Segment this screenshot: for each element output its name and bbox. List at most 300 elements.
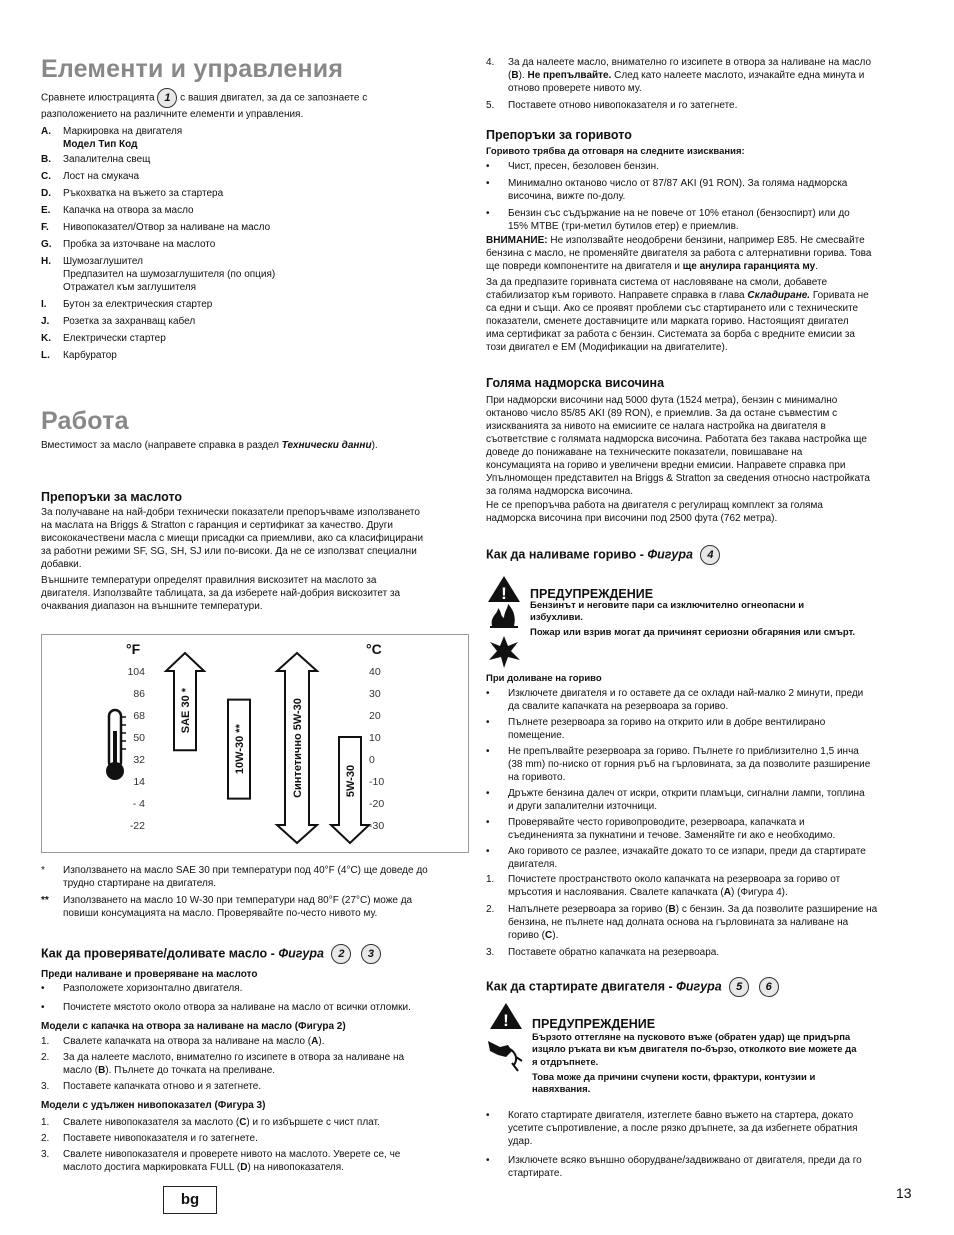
- footnote-1-line: Използването на масло SAE 30 при температури под 40°F (4°C) ще доведе до: [63, 865, 428, 876]
- fueling-heading: Как да наливаме гориво - Фигура 4: [486, 545, 720, 565]
- refuel-step: [486, 873, 914, 899]
- fahrenheit-unit: °F: [126, 641, 141, 657]
- oil-step-line-part: След като налеете маслото, изчакайте една минута и: [611, 70, 865, 81]
- altitude-p1-line: При надморски височини над 5000 фута (1524 метра), бензин с минимално: [486, 395, 838, 406]
- dipstick-step-line-part: маслото достига маркировката FULL (: [63, 1162, 241, 1173]
- refuel-step-line: [508, 886, 914, 899]
- refuel-line: Пълнете резервоара за гориво на открито или в добре вентилирано: [508, 717, 826, 728]
- list-item-body: [508, 687, 914, 713]
- control-item-label: Капачка на отвора за масло: [63, 205, 194, 216]
- step-number: 3.: [41, 1081, 50, 1092]
- start-line: Когато стартирате двигателя, изтеглете бавно въжето на стартера, докато: [508, 1110, 854, 1121]
- oil-step: [486, 56, 914, 95]
- refuel-line: съединенията за пукнатини и течове. Заменяйте ги ако е необходимо.: [508, 830, 836, 841]
- control-item: [41, 255, 467, 294]
- protection-text: Горивата не: [810, 290, 869, 301]
- control-item-label-3: Отражател към заглушителя: [63, 282, 197, 293]
- before-oil-heading: Преди наливане и проверяване на маслото: [41, 969, 258, 980]
- cap-step-line-part: A: [311, 1036, 319, 1047]
- section-title-operation: Работа: [41, 407, 129, 435]
- list-item-body: [508, 1154, 914, 1180]
- protection-line: [486, 289, 916, 302]
- figure-3-ref: 3: [361, 944, 381, 964]
- control-item-label: Карбуратор: [63, 350, 117, 361]
- control-item-body: [63, 170, 467, 183]
- fuel-requirement-line: Чист, пресен, безоловен бензин.: [508, 161, 659, 172]
- oil-step-line: За да налеете масло, внимателно го изсипете в отвора за наливане на масло: [508, 57, 872, 68]
- dipstick-step-line-part: C: [239, 1117, 247, 1128]
- step-number: 5.: [486, 100, 495, 111]
- control-item-body: [63, 298, 467, 311]
- kickback-warning-line: Бързото оттегляне на пусковото въже (обратен удар) ще придърпа: [532, 1032, 851, 1043]
- step-body: [508, 56, 914, 95]
- oil-p1-line: За получаване на най-добри технически показатели препоръчваме използването: [41, 507, 420, 518]
- high-altitude-paragraph-1: [486, 394, 916, 498]
- section-title-controls: Елементи и управления: [41, 55, 344, 83]
- bullet-icon: •: [486, 1110, 490, 1121]
- fuel-requirement-line: височина, вижте по-долу.: [508, 191, 626, 202]
- cap-step-line-part: ). Пълнете до точката на преливане.: [105, 1065, 276, 1076]
- step-number: 1.: [41, 1036, 50, 1047]
- refuel-item: [486, 687, 914, 713]
- step-number: 3.: [41, 1149, 50, 1160]
- fahrenheit-tick: 50: [133, 732, 145, 744]
- bullet-icon: •: [486, 788, 490, 799]
- altitude-p1-line: октаново число 85/85 AKI (89 RON), е приемлив. За да остане съвместим с: [486, 408, 838, 419]
- altitude-p2-line: Не се препоръчва работа на двигателя с регулиращ комплект за голяма: [486, 500, 823, 511]
- start-line: Изключете всяко външно оборудване/задвижвано от двигателя, преди да го: [508, 1155, 862, 1166]
- protection-line: има сертификат за работа с бензин. Системата за борба с вредните емисии за: [486, 329, 855, 340]
- svg-text:!: !: [501, 584, 507, 603]
- control-item: [41, 298, 467, 311]
- refuel-line: Дръжте бензина далеч от искри, открити пламъци, сигнални лампи, топлина: [508, 788, 865, 799]
- figure-6-ref: 6: [759, 977, 779, 997]
- step-body: [63, 1035, 467, 1048]
- dipstick-step: [41, 1116, 467, 1129]
- refuel-step-line-part: гориво (: [508, 930, 546, 941]
- refuel-item: [486, 845, 914, 871]
- fire-warning-text-1: [530, 600, 914, 625]
- before-oil-list: [41, 982, 467, 1014]
- step-number: 2.: [41, 1133, 50, 1144]
- celsius-tick: 0: [369, 754, 375, 766]
- control-item: [41, 332, 467, 345]
- celsius-tick: -20: [369, 798, 385, 810]
- start-engine-list: [486, 1109, 914, 1180]
- oil-footnotes: * Използването на масло SAE 30 при температури под 40°F (4°C) ще доведе до трудно стартиране на двигателя. ** Използването на масло 10 W-30 при температури над 80°F (27°C) може да повиши консумацията на масло. Проверявайте по-често нивото му.: [41, 864, 467, 920]
- high-altitude-heading: Голяма надморска височина: [486, 376, 665, 390]
- step-body: [63, 1132, 467, 1145]
- before-oil-text: Разположете хоризонтално двигателя.: [63, 983, 243, 994]
- control-item-key: G.: [41, 239, 52, 250]
- list-item-body: [63, 982, 467, 995]
- control-item-key: J.: [41, 316, 50, 327]
- dipstick-models-heading: Модели с удължен нивопоказател (Фигура 3): [41, 1100, 266, 1111]
- control-item: [41, 238, 467, 251]
- control-item-key: F.: [41, 222, 49, 233]
- celsius-tick: -30: [369, 820, 385, 832]
- control-item: [41, 315, 467, 328]
- control-item-body: [63, 187, 467, 200]
- attention-line: бензина с масло, не променяйте двигателя за работа с алтернативни горива. Това: [486, 248, 872, 259]
- fahrenheit-tick: 14: [133, 776, 145, 788]
- bullet-icon: •: [486, 846, 490, 857]
- step-body: [508, 946, 914, 959]
- refuel-line: Не препълвайте резервоара за гориво. Пълнете го приблизително 1,5 инча: [508, 746, 859, 757]
- control-item-body: [63, 238, 467, 251]
- figure-5-ref: 5: [729, 977, 749, 997]
- dipstick-step-line-part: ) на нивопоказателя.: [247, 1162, 344, 1173]
- refuel-step-line-part: ) (Фигура 4).: [731, 887, 788, 898]
- refuel-step-line-part: ) с бензин. За да позволите разширение на: [675, 904, 878, 915]
- refuel-step-line-part: Напълнете резервоара за гориво (: [508, 904, 669, 915]
- attention-line: [486, 234, 916, 247]
- step-body: [508, 99, 914, 112]
- step-number: 4.: [486, 57, 495, 68]
- cap-models-steps: [41, 1035, 467, 1093]
- attention-warranty: ще анулира гаранцията му: [682, 261, 816, 272]
- figure-4-ref: 4: [700, 545, 720, 565]
- fahrenheit-tick: 32: [133, 754, 145, 766]
- attention-line: [486, 260, 916, 273]
- bullet-icon: •: [486, 817, 490, 828]
- fuel-requirement-item: [486, 177, 914, 203]
- start-line: усетите съпротивление, а после рязко дръпнете, за да избегнете обратния: [508, 1123, 858, 1134]
- engine-id-labels: Модел Тип Код: [63, 139, 138, 150]
- fire-warning-text-2: Пожар или взрив могат да причинят сериозни обгаряния или смърт.: [530, 627, 856, 638]
- fuel-requirement-item: [486, 160, 914, 173]
- list-item-body: [508, 745, 914, 784]
- oil-step-line: [508, 69, 914, 82]
- refuel-list: [486, 687, 914, 871]
- fuel-requirements-label: Горивото трябва да отговаря на следните изисквания:: [486, 146, 745, 157]
- oil-p2-line: Външните температури определят правилния вискозитет на маслото за: [41, 575, 377, 586]
- attention-text: Не използвайте неодобрени бензини, например E85. Не смесвайте: [550, 235, 865, 246]
- viscosity-chart-svg: [42, 635, 468, 852]
- control-item-label: Маркировка на двигателя: [63, 126, 183, 137]
- control-item-label: Нивопоказател/Отвор за наливане на масло: [63, 222, 271, 233]
- bullet-icon: •: [486, 208, 490, 219]
- fuel-requirements-list: [486, 160, 914, 233]
- dipstick-step-line: Поставете нивопоказателя и го затегнете.: [63, 1133, 258, 1144]
- celsius-tick: 30: [369, 688, 381, 700]
- oil-check-heading: Как да проверявате/доливате масло - Фигура 2 3: [41, 944, 381, 964]
- control-item-body: [63, 255, 467, 294]
- refuel-step-line-part: A: [723, 887, 732, 898]
- control-item-body: [63, 332, 467, 345]
- bullet-icon: •: [486, 688, 490, 699]
- kickback-warning-line: изцяло ръката ви към двигателя по-бързо, отколкото вие можете да: [532, 1044, 857, 1056]
- step-number: 3.: [486, 947, 495, 958]
- dipstick-models-steps: [41, 1116, 467, 1174]
- protection-line: За да предпазите горивната система от насловяване на смоли, добавете: [486, 277, 828, 288]
- control-item-key: D.: [41, 188, 51, 199]
- viscosity-label-4: 5W-30: [345, 764, 357, 798]
- language-tag: bg: [163, 1186, 217, 1214]
- refuel-line: Ако горивото се разлее, изчакайте докато то се изпари, преди да стартирате: [508, 846, 866, 857]
- cap-models-heading: Модели с капачка на отвора за наливане на масло (Фигура 2): [41, 1021, 346, 1032]
- control-item-label: Запалителна свещ: [63, 154, 151, 165]
- bullet-icon: •: [486, 746, 490, 757]
- fuel-requirement-item: [486, 207, 914, 233]
- control-item-label: Розетка за захранващ кабел: [63, 316, 196, 327]
- control-item-body: [63, 221, 467, 234]
- figure-1-ref: 1: [157, 88, 177, 108]
- footnote-2-line: Използването на масло 10 W-30 при температури над 80°F (27°C) може да: [63, 895, 413, 906]
- oil-step-line: Поставете отново нивопоказателя и го затегнете.: [508, 100, 738, 111]
- before-oil-text: Почистете мястото около отвора за наливане на масло от всички отломки.: [63, 1002, 411, 1013]
- control-item: [41, 187, 467, 200]
- before-oil-item: [41, 1001, 467, 1014]
- refuel-heading: При доливане на гориво: [486, 673, 602, 684]
- kickback-warning-line: Това може да причини счупени кости, фрактури, контузии и: [532, 1072, 816, 1083]
- fuel-requirement-line: Минимално октаново число от 87/87 AKI (91 RON). За голяма надморска: [508, 178, 848, 189]
- dipstick-step-line-part: ) и го избършете с чист плат.: [246, 1117, 380, 1128]
- fire-warning-title: ПРЕДУПРЕЖДЕНИЕ: [530, 587, 654, 601]
- control-item-key: B.: [41, 154, 51, 165]
- dipstick-step-line-part: Свалете нивопоказателя за маслото (: [63, 1117, 240, 1128]
- cap-step-line-part: масло (: [63, 1065, 99, 1076]
- altitude-p1-line: изискванията за нивото на емисиите се налага настройка на двигателя в: [486, 421, 826, 432]
- oil-recommendations-heading: Препоръки за маслото: [41, 490, 183, 504]
- fahrenheit-tick: - 4: [132, 798, 145, 810]
- altitude-p1-line: доведе до понижаване на техническите показатели, повишаване на: [486, 447, 803, 458]
- control-item: [41, 125, 467, 151]
- refuel-step-line: [508, 903, 914, 916]
- high-altitude-paragraph-2: [486, 499, 916, 525]
- bullet-icon: •: [486, 161, 490, 172]
- fire-warning-icons: [486, 574, 522, 670]
- viscosity-label-3: Синтетично 5W-30: [292, 698, 304, 798]
- altitude-p1-line: съответствие с голямата надморска височина. Работата без такава настройка ще: [486, 434, 867, 445]
- step-body: [63, 1116, 467, 1129]
- refuel-line: помещение.: [508, 730, 565, 741]
- control-item: [41, 349, 467, 362]
- refuel-step-line-part: B: [668, 904, 676, 915]
- footnote-2-line: повиши консумацията на масло. Проверявайте по-често нивото му.: [63, 908, 378, 919]
- kickback-warning-text-2: [532, 1072, 914, 1097]
- refuel-step: [486, 946, 914, 959]
- control-item-label: Лост на смукача: [63, 171, 140, 182]
- refuel-line: да свалите капачката на резервоара за гориво.: [508, 701, 729, 712]
- attention-label: ВНИМАНИЕ:: [486, 235, 548, 246]
- fahrenheit-tick: 104: [127, 666, 145, 678]
- dipstick-step: [41, 1132, 467, 1145]
- refuel-line: на горивото.: [508, 772, 566, 783]
- control-item-body: [63, 125, 467, 151]
- list-item-body: [508, 787, 914, 813]
- protection-line: този двигател е EM (Модификации на двигателите).: [486, 342, 728, 353]
- cap-step-line-part: Свалете капачката на отвора за наливане на масло (: [63, 1036, 312, 1047]
- refuel-step-line-part: C: [545, 930, 553, 941]
- fire-warning-line: Бензинът и неговите пари са изключително огнеопасни и: [530, 600, 805, 611]
- altitude-p1-line: за голяма надморска височина.: [486, 486, 634, 497]
- oil-capacity-note: Вместимост за масло (направете справка в раздел Технически данни).: [41, 440, 378, 451]
- step-number: 2.: [41, 1052, 50, 1063]
- viscosity-label-2: 10W-30 **: [234, 724, 246, 775]
- oil-fill-continued: [486, 56, 914, 112]
- refuel-item: [486, 716, 914, 742]
- controls-intro: Сравнете илюстрацията 1 с вашия двигател, за да се запознаете с разположението на различните елементи и управления.: [41, 88, 467, 121]
- fuel-recommendations-heading: Препоръки за горивото: [486, 128, 632, 142]
- bullet-icon: •: [486, 717, 490, 728]
- list-item-body: [508, 816, 914, 842]
- refuel-step-line-part: мръсотия и наслоявания. Свалете капачката (: [508, 887, 724, 898]
- oil-p1-line: на маслата на Briggs & Stratton с гаранция и сертификат за качество. Други: [41, 520, 393, 531]
- refuel-item: [486, 816, 914, 842]
- control-item: [41, 153, 467, 166]
- refuel-step: [486, 903, 914, 942]
- refuel-step-line: Почистете пространството около капачката на резервоара за гориво от: [508, 874, 841, 885]
- cap-step-line: Поставете капачката отново и я затегнете.: [63, 1081, 262, 1092]
- dipstick-step-line: [63, 1161, 467, 1174]
- celsius-tick: 40: [369, 666, 381, 678]
- refuel-line: (38 mm) по-ниско от горния ръб на гърловината, за да позволите разширение: [508, 759, 871, 770]
- refuel-step-line: [508, 929, 914, 942]
- control-item-body: [63, 204, 467, 217]
- attention-end: .: [815, 261, 818, 272]
- bullet-icon: •: [486, 1155, 490, 1166]
- controls-list: [41, 125, 467, 366]
- before-oil-item: [41, 982, 467, 995]
- cap-step: [41, 1051, 467, 1077]
- refuel-item: [486, 745, 914, 784]
- control-item-key: E.: [41, 205, 51, 216]
- step-body: [508, 873, 914, 899]
- refuel-line: двигателя.: [508, 859, 558, 870]
- control-item-key: I.: [41, 299, 47, 310]
- bullet-icon: •: [486, 178, 490, 189]
- control-item-key: H.: [41, 256, 51, 267]
- kickback-warning-icons: [486, 1001, 526, 1075]
- control-item-label: Шумозаглушител: [63, 256, 143, 267]
- cap-step-line-part: B: [98, 1065, 106, 1076]
- list-item-body: [508, 716, 914, 742]
- fuel-requirement-line: 15% MTBE (три-метил бутилов етер) е приемлив.: [508, 221, 739, 232]
- control-item-label-2: Предпазител на шумозаглушителя (по опция): [63, 269, 276, 280]
- list-item-body: [508, 160, 914, 173]
- dipstick-step-line-part: D: [240, 1162, 248, 1173]
- celsius-tick: -10: [369, 776, 385, 788]
- altitude-p1-line: консумацията на гориво и увеличени вредни емисии. Направете справка при: [486, 460, 846, 471]
- refuel-step-line: бензина, не пълнете над долната основа на гърловината за наливане на: [508, 917, 849, 928]
- oil-p1-line: добавки.: [41, 559, 82, 570]
- svg-text:!: !: [503, 1011, 509, 1030]
- kickback-warning-line: я отдръпнете.: [532, 1056, 599, 1068]
- celsius-unit: °C: [366, 641, 382, 657]
- cap-step-line: [63, 1035, 467, 1048]
- refuel-item: [486, 787, 914, 813]
- viscosity-chart: [41, 634, 469, 853]
- step-body: [63, 1148, 467, 1174]
- start-line: удар.: [508, 1136, 533, 1147]
- control-item-key: A.: [41, 126, 51, 137]
- refuel-line: Изключете двигателя и го оставете да се охлади най-малко 2 минути, преди: [508, 688, 864, 699]
- refuel-step-line-part: ).: [552, 930, 559, 941]
- figure-2-ref: 2: [331, 944, 351, 964]
- oil-step-line: отново проверете нивото му.: [508, 83, 642, 94]
- protection-line: показатели, сменете доставчиците или марката гориво. Настоящият двигател: [486, 316, 849, 327]
- start-item: [486, 1154, 914, 1180]
- refuel-steps: [486, 873, 914, 959]
- step-number: 1.: [41, 1117, 50, 1128]
- kickback-warning-title: ПРЕДУПРЕЖДЕНИЕ: [532, 1017, 656, 1031]
- oil-paragraph-1: [41, 506, 471, 571]
- attention-text: ще повреди компонентите на двигателя и: [486, 261, 683, 272]
- control-item: [41, 221, 467, 234]
- start-item: [486, 1109, 914, 1148]
- oil-p1-line: висококачествени масла с миещи присадки са приемливи, ако са класифицирани: [41, 533, 424, 544]
- control-item-body: [63, 349, 467, 362]
- control-item: [41, 204, 467, 217]
- fahrenheit-tick: -22: [129, 820, 145, 832]
- oil-step-line-part: B: [511, 70, 519, 81]
- protection-line: са едни и същи. Ако се проявят проблеми със стартирането или с техническите: [486, 303, 859, 314]
- control-item-label: Електрически стартер: [63, 333, 166, 344]
- start-line: стартирате.: [508, 1168, 563, 1179]
- list-item-body: [63, 1001, 467, 1014]
- storage-ref: Складиране.: [747, 290, 811, 301]
- oil-step-line-part: ).: [518, 70, 528, 81]
- control-item-key: C.: [41, 171, 51, 182]
- list-item-body: [508, 845, 914, 871]
- kickback-warning-text-1: [532, 1032, 914, 1069]
- list-item-body: [508, 1109, 914, 1148]
- altitude-p2-line: надморска височина при височини под 2500 фута (762 метра).: [486, 513, 778, 524]
- control-item-label: Бутон за електрическия стартер: [63, 299, 213, 310]
- refuel-step-line: Поставете обратно капачката на резервоара.: [508, 947, 720, 958]
- fire-warning-line: избухливи.: [530, 612, 583, 624]
- page-number: 13: [896, 1185, 912, 1201]
- fire-explosion-icon: [486, 574, 522, 670]
- fahrenheit-tick: 68: [133, 710, 145, 722]
- fahrenheit-tick: 86: [133, 688, 145, 700]
- control-item-body: [63, 315, 467, 328]
- celsius-tick: 10: [369, 732, 381, 744]
- cap-step: [41, 1035, 467, 1048]
- oil-p2-line: двигателя. Използвайте таблицата, за да изберете най-добрия вискозитет за: [41, 588, 401, 599]
- kickback-warning-line: навяхвания.: [532, 1084, 591, 1096]
- oil-p1-line: за работни режими SF, SG, SH, SJ или по-високи. Да не се използват специални: [41, 546, 417, 557]
- oil-paragraph-2: [41, 574, 471, 613]
- step-number: 1.: [486, 874, 495, 885]
- control-item-key: L.: [41, 350, 50, 361]
- oil-step-line-part: Не препълвайте.: [527, 70, 612, 81]
- step-number: 2.: [486, 904, 495, 915]
- celsius-tick: 20: [369, 710, 381, 722]
- cap-step-line: [63, 1064, 467, 1077]
- refuel-line: и други запалителни източници.: [508, 801, 658, 812]
- list-item-body: [508, 207, 914, 233]
- protection-text: стабилизатор към горивото. Направете справка в глава: [486, 290, 748, 301]
- step-body: [63, 1051, 467, 1077]
- oil-p2-line: очаквания диапазон на външните температури.: [41, 601, 263, 612]
- cap-step-line: За да налеете маслото, внимателно го изсипете в отвора за наливане на: [63, 1052, 405, 1063]
- control-item-label: Ръкохватка на въжето за стартера: [63, 188, 224, 199]
- fuel-requirement-line: Бензин със съдържание на не повече от 10% етанол (бензоспирт) или до: [508, 208, 850, 219]
- fuel-protection: [486, 276, 916, 354]
- bullet-icon: •: [41, 983, 45, 994]
- bullet-icon: •: [41, 1002, 45, 1013]
- dipstick-step: [41, 1148, 467, 1174]
- footnote-1-line: трудно стартиране на двигателя.: [63, 878, 217, 889]
- step-body: [63, 1080, 467, 1093]
- oil-step: [486, 99, 914, 112]
- altitude-p1-line: Упълномощен представител на Briggs & Stratton за сведения относно настройката: [486, 473, 870, 484]
- fuel-attention: [486, 234, 916, 273]
- control-item: [41, 170, 467, 183]
- oil-step-line-part: (: [508, 70, 512, 81]
